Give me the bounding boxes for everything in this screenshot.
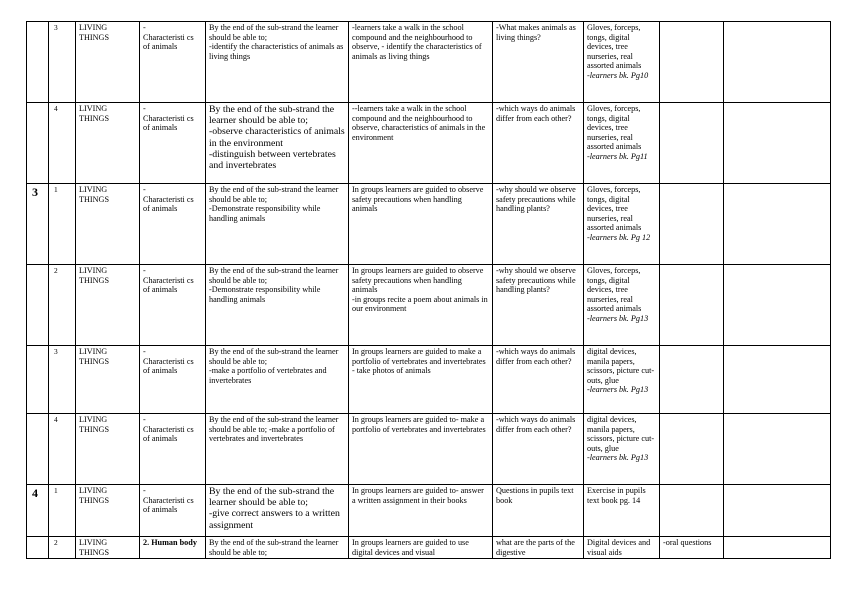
week-cell xyxy=(27,265,49,346)
sub-strand-cell-text: 2. Human body xyxy=(143,538,197,547)
resource-text: Gloves, forceps, tongs, digital devices, tree nurseries, real assorted animals xyxy=(587,104,642,152)
learning-experiences-cell xyxy=(349,184,493,265)
strand-cell-text: LIVING THINGS xyxy=(79,347,110,366)
sub-strand-cell-text: - Characteristi cs of animals xyxy=(143,23,194,52)
resource-text: Gloves, forceps, tongs, digital devices, tree nurseries, real assorted animals xyxy=(587,185,642,233)
objective-line: -Demonstrate responsibility while handling animals xyxy=(209,285,321,304)
strand-cell xyxy=(76,485,140,537)
textbook-reference: -learners bk. Pg10 xyxy=(587,70,649,80)
objective-line: -distinguish between vertebrates and invertebrates xyxy=(209,148,336,172)
week-cell-text: 4 xyxy=(32,486,38,500)
sub-strand-cell xyxy=(140,346,206,414)
objective-line: By the end of the sub-strand the learner should be able to; xyxy=(209,23,339,42)
objectives-cell xyxy=(206,537,349,559)
key-inquiry-cell-text: -which ways do animals differ from each other? xyxy=(496,347,576,366)
objectives-cell xyxy=(206,103,349,184)
assessment-cell xyxy=(660,103,724,184)
week-cell xyxy=(27,537,49,559)
learning-experiences-cell xyxy=(349,537,493,559)
lesson-cell xyxy=(49,184,76,265)
table-row xyxy=(27,103,831,184)
week-cell xyxy=(27,414,49,485)
textbook-reference: -learners bk. Pg13 xyxy=(587,453,649,463)
week-cell xyxy=(27,22,49,103)
learning-experiences-cell-text: In groups learners are guided to observe safety precautions when handling animals -in groups recite a poem about animals in our environment xyxy=(352,266,488,314)
table-row xyxy=(27,485,831,537)
objective-line: -give correct answers to a written assignment xyxy=(209,508,340,531)
objective-line: -observe characteristics of animals in the environment xyxy=(209,126,345,149)
learning-experiences-cell xyxy=(349,22,493,103)
objective-line: -Demonstrate responsibility while handling animals xyxy=(209,204,321,223)
strand-cell xyxy=(76,265,140,346)
sub-strand-cell xyxy=(140,265,206,346)
resources-cell xyxy=(584,414,660,485)
objective-line: -make a portfolio of vertebrates and invertebrates xyxy=(209,366,327,385)
resources-cell xyxy=(584,265,660,346)
remarks-cell xyxy=(724,184,831,265)
strand-cell-text: LIVING THINGS xyxy=(79,266,110,285)
remarks-cell xyxy=(724,414,831,485)
assessment-cell xyxy=(660,537,724,559)
learning-experiences-cell-text: --learners take a walk in the school compound and the neighbourhood to observe, characteristics of animals in the environment xyxy=(352,104,486,142)
lesson-cell xyxy=(49,346,76,414)
learning-experiences-cell-text: In groups learners are guided to observe safety precautions when handling animals xyxy=(352,185,484,214)
strand-cell xyxy=(76,346,140,414)
assessment-cell xyxy=(660,414,724,485)
objectives-cell xyxy=(206,485,349,537)
sub-strand-cell-text: - Characteristi cs of animals xyxy=(143,104,194,133)
lesson-cell-text: 3 xyxy=(54,347,58,356)
textbook-reference: -learners bk. Pg11 xyxy=(587,151,648,161)
table-row xyxy=(27,184,831,265)
learning-experiences-cell xyxy=(349,485,493,537)
objective-line: By the end of the sub-strand the learner should be able to; xyxy=(209,347,339,366)
lesson-cell xyxy=(49,414,76,485)
key-inquiry-cell xyxy=(493,265,584,346)
sub-strand-cell-text: - Characteristi cs of animals xyxy=(143,185,194,214)
week-cell xyxy=(27,485,49,537)
lesson-cell-text: 1 xyxy=(54,185,58,194)
remarks-cell xyxy=(724,22,831,103)
lesson-cell xyxy=(49,103,76,184)
lesson-cell-text: 4 xyxy=(54,415,58,424)
resources-cell xyxy=(584,485,660,537)
key-inquiry-cell xyxy=(493,22,584,103)
strand-cell xyxy=(76,414,140,485)
table-row xyxy=(27,265,831,346)
objective-line: By the end of the sub-strand the learner should be able to; xyxy=(209,185,339,204)
sub-strand-cell-text: - Characteristi cs of animals xyxy=(143,415,194,444)
learning-experiences-cell-text: In groups learners are guided to- answer a written assignment in their books xyxy=(352,486,484,505)
week-cell xyxy=(27,346,49,414)
objective-line: By the end of the sub-strand the learner should be able to; xyxy=(209,538,339,557)
key-inquiry-cell-text: -What makes animals as living things? xyxy=(496,23,576,42)
remarks-cell xyxy=(724,346,831,414)
key-inquiry-cell xyxy=(493,537,584,559)
learning-experiences-cell-text: In groups learners are guided to make a portfolio of vertebrates and invertebrates - take photos of animals xyxy=(352,347,486,376)
table-row xyxy=(27,346,831,414)
assessment-cell xyxy=(660,265,724,346)
table-row xyxy=(27,414,831,485)
table-row xyxy=(27,22,831,103)
key-inquiry-cell xyxy=(493,346,584,414)
lesson-cell xyxy=(49,22,76,103)
objectives-cell xyxy=(206,346,349,414)
resource-text: Gloves, forceps, tongs, digital devices, tree nurseries, real assorted animals xyxy=(587,266,642,314)
lesson-cell-text: 3 xyxy=(54,23,58,32)
sub-strand-cell-text: - Characteristi cs of animals xyxy=(143,266,194,295)
assessment-cell xyxy=(660,485,724,537)
key-inquiry-cell xyxy=(493,485,584,537)
sub-strand-cell xyxy=(140,22,206,103)
objectives-cell xyxy=(206,414,349,485)
sub-strand-cell xyxy=(140,485,206,537)
sub-strand-cell xyxy=(140,103,206,184)
objectives-cell xyxy=(206,22,349,103)
learning-experiences-cell xyxy=(349,103,493,184)
key-inquiry-cell-text: -which ways do animals differ from each other? xyxy=(496,415,576,434)
learning-experiences-cell-text: In groups learners are guided to- make a portfolio of vertebrates and invertebrates xyxy=(352,415,486,434)
objectives-cell xyxy=(206,184,349,265)
sub-strand-cell xyxy=(140,537,206,559)
lesson-cell-text: 2 xyxy=(54,266,58,275)
key-inquiry-cell-text: -which ways do animals differ from each other? xyxy=(496,104,576,123)
lesson-cell-text: 4 xyxy=(54,104,58,113)
key-inquiry-cell xyxy=(493,414,584,485)
resources-cell xyxy=(584,22,660,103)
strand-cell-text: LIVING THINGS xyxy=(79,415,110,434)
resource-text: digital devices, manila papers, scissors, picture cut-outs, glue xyxy=(587,415,655,453)
objectives-cell xyxy=(206,265,349,346)
sub-strand-cell xyxy=(140,414,206,485)
scheme-of-work-table xyxy=(26,21,831,559)
week-cell xyxy=(27,184,49,265)
key-inquiry-cell xyxy=(493,103,584,184)
strand-cell-text: LIVING THINGS xyxy=(79,185,110,204)
learning-experiences-cell-text: -learners take a walk in the school compound and the neighbourhood to observe, - identify the characteristics of animals as living things xyxy=(352,23,482,61)
strand-cell xyxy=(76,184,140,265)
objective-line: By the end of the sub-strand the learner should be able to; -make a portfolio of vertebrates and invertebrates xyxy=(209,415,339,444)
assessment-cell xyxy=(660,22,724,103)
resources-cell xyxy=(584,184,660,265)
remarks-cell xyxy=(724,537,831,559)
week-cell xyxy=(27,103,49,184)
resource-text: Digital devices and visual aids xyxy=(587,538,651,557)
remarks-cell xyxy=(724,103,831,184)
strand-cell xyxy=(76,22,140,103)
textbook-reference: -learners bk. Pg13 xyxy=(587,385,649,395)
resources-cell xyxy=(584,537,660,559)
week-cell-text: 3 xyxy=(32,185,38,199)
sub-strand-cell xyxy=(140,184,206,265)
remarks-cell xyxy=(724,265,831,346)
learning-experiences-cell xyxy=(349,346,493,414)
resource-text: Gloves, forceps, tongs, digital devices, tree nurseries, real assorted animals xyxy=(587,23,642,71)
objective-line: -identify the characteristics of animals as living things xyxy=(209,42,344,61)
resource-text: digital devices, manila papers, scissors, picture cut-outs, glue xyxy=(587,347,655,385)
assessment-cell-text: -oral questions xyxy=(663,538,712,547)
textbook-reference: -learners bk. Pg13 xyxy=(587,313,649,323)
learning-experiences-cell-text: In groups learners are guided to use digital devices and visual xyxy=(352,538,469,557)
lesson-cell-text: 1 xyxy=(54,486,58,495)
strand-cell-text: LIVING THINGS xyxy=(79,23,110,42)
strand-cell-text: LIVING THINGS xyxy=(79,104,110,123)
sub-strand-cell-text: - Characteristi cs of animals xyxy=(143,347,194,376)
key-inquiry-cell-text: -why should we observe safety precautions while handling plants? xyxy=(496,266,576,295)
assessment-cell xyxy=(660,184,724,265)
lesson-cell-text: 2 xyxy=(54,538,58,547)
strand-cell xyxy=(76,103,140,184)
resources-cell xyxy=(584,103,660,184)
lesson-cell xyxy=(49,485,76,537)
key-inquiry-cell-text: what are the parts of the digestive xyxy=(496,538,575,557)
lesson-cell xyxy=(49,537,76,559)
resource-text: Exercise in pupils text book pg. 14 xyxy=(587,486,646,505)
key-inquiry-cell-text: -why should we observe safety precautions while handling plants? xyxy=(496,185,576,214)
strand-cell-text: LIVING THINGS xyxy=(79,538,110,557)
textbook-reference: -learners bk. Pg 12 xyxy=(587,232,651,242)
learning-experiences-cell xyxy=(349,265,493,346)
objective-line: By the end of the sub-strand the learner should be able to; xyxy=(209,486,335,509)
lesson-cell xyxy=(49,265,76,346)
resources-cell xyxy=(584,346,660,414)
key-inquiry-cell xyxy=(493,184,584,265)
learning-experiences-cell xyxy=(349,414,493,485)
sub-strand-cell-text: - Characteristi cs of animals xyxy=(143,486,194,515)
key-inquiry-cell-text: Questions in pupils text book xyxy=(496,486,574,505)
objective-line: By the end of the sub-strand the learner should be able to; xyxy=(209,104,335,127)
strand-cell-text: LIVING THINGS xyxy=(79,486,110,505)
remarks-cell xyxy=(724,485,831,537)
table-row xyxy=(27,537,831,559)
assessment-cell xyxy=(660,346,724,414)
objective-line: By the end of the sub-strand the learner should be able to; xyxy=(209,266,339,285)
strand-cell xyxy=(76,537,140,559)
